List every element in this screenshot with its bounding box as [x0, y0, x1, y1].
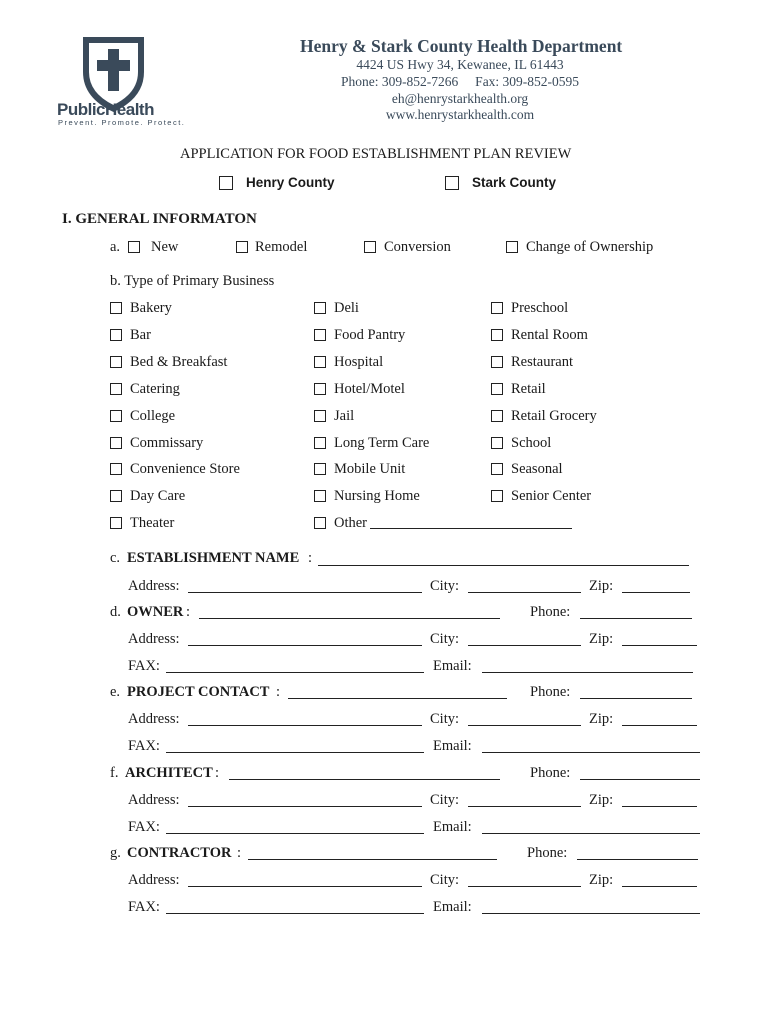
- bar-checkbox[interactable]: [110, 329, 122, 341]
- contractor-input[interactable]: [248, 859, 497, 860]
- project-contact-city-input[interactable]: [468, 725, 581, 726]
- address-label: Address:: [128, 792, 180, 808]
- other-input[interactable]: [370, 528, 572, 529]
- hotel-motel-label: Hotel/Motel: [334, 381, 405, 397]
- address-label: Address:: [128, 631, 180, 647]
- org-email: eh@henrystarkhealth.org: [391, 91, 529, 106]
- remodel-checkbox[interactable]: [236, 241, 248, 253]
- other-label: Other: [334, 515, 368, 531]
- hotel-motel-checkbox[interactable]: [314, 383, 326, 395]
- theater-label: Theater: [130, 515, 175, 531]
- zip-label: Zip:: [589, 578, 614, 594]
- preschool-checkbox[interactable]: [491, 302, 503, 314]
- stark-county-label: Stark County: [472, 175, 557, 190]
- conversion-label: Conversion: [384, 239, 451, 255]
- architect-zip-input[interactable]: [622, 806, 697, 807]
- colon: :: [215, 765, 220, 781]
- owner-email-input[interactable]: [482, 672, 693, 673]
- email-label: Email:: [433, 899, 472, 915]
- project-contact-fax-input[interactable]: [166, 752, 424, 753]
- org-name: Henry & Stark County Health Department: [300, 36, 623, 56]
- email-label: Email:: [433, 738, 472, 754]
- catering-checkbox[interactable]: [110, 383, 122, 395]
- senior-center-checkbox[interactable]: [491, 490, 503, 502]
- address-label: Address:: [128, 872, 180, 888]
- zip-label: Zip:: [589, 631, 614, 647]
- new-label: New: [151, 239, 179, 255]
- phone-label: Phone:: [527, 845, 568, 861]
- fax-label: FAX:: [128, 738, 160, 754]
- city-label: City:: [430, 631, 460, 647]
- architect-phone-input[interactable]: [580, 779, 700, 780]
- fax-label: FAX:: [128, 899, 160, 915]
- org-website: www.henrystarkhealth.com: [385, 107, 535, 122]
- rental-room-label: Rental Room: [511, 327, 588, 343]
- nursing-home-checkbox[interactable]: [314, 490, 326, 502]
- architect-label: ARCHITECT: [125, 765, 213, 781]
- contractor-address-input[interactable]: [188, 886, 422, 887]
- architect-input[interactable]: [229, 779, 500, 780]
- bakery-label: Bakery: [130, 300, 172, 316]
- henry-county-label: Henry County: [246, 175, 335, 190]
- colon: :: [237, 845, 242, 861]
- project-contact-zip-input[interactable]: [622, 725, 697, 726]
- establishment-name-label: ESTABLISHMENT NAME: [127, 550, 300, 566]
- contractor-email-input[interactable]: [482, 913, 700, 914]
- owner-fax-input[interactable]: [166, 672, 424, 673]
- owner-zip-input[interactable]: [622, 645, 697, 646]
- address-label: Address:: [128, 578, 180, 594]
- college-label: College: [130, 408, 176, 424]
- project-contact-label: PROJECT CONTACT: [127, 684, 270, 700]
- jail-checkbox[interactable]: [314, 410, 326, 422]
- hospital-checkbox[interactable]: [314, 356, 326, 368]
- retail-grocery-checkbox[interactable]: [491, 410, 503, 422]
- deli-label: Deli: [334, 300, 359, 316]
- mobile-unit-checkbox[interactable]: [314, 463, 326, 475]
- item-e-prefix: e.: [110, 684, 121, 700]
- day-care-checkbox[interactable]: [110, 490, 122, 502]
- colon: :: [186, 604, 191, 620]
- day-care-label: Day Care: [130, 488, 186, 504]
- catering-label: Catering: [130, 381, 180, 397]
- email-label: Email:: [433, 658, 472, 674]
- jail-label: Jail: [334, 408, 355, 424]
- contractor-phone-input[interactable]: [577, 859, 698, 860]
- senior-center-label: Senior Center: [511, 488, 592, 504]
- contractor-city-input[interactable]: [468, 886, 581, 887]
- zip-label: Zip:: [589, 792, 614, 808]
- commissary-label: Commissary: [130, 435, 204, 451]
- other-checkbox[interactable]: [314, 517, 326, 529]
- item-d-prefix: d.: [110, 604, 121, 620]
- deli-checkbox[interactable]: [314, 302, 326, 314]
- retail-checkbox[interactable]: [491, 383, 503, 395]
- conversion-checkbox[interactable]: [364, 241, 376, 253]
- contractor-fax-input[interactable]: [166, 913, 424, 914]
- restaurant-label: Restaurant: [511, 354, 574, 370]
- architect-address-input[interactable]: [188, 806, 422, 807]
- new-checkbox[interactable]: [128, 241, 140, 253]
- food-pantry-checkbox[interactable]: [314, 329, 326, 341]
- henry-county-checkbox[interactable]: [219, 176, 233, 190]
- remodel-label: Remodel: [255, 239, 308, 255]
- long-term-care-checkbox[interactable]: [314, 437, 326, 449]
- owner-address-input[interactable]: [188, 645, 422, 646]
- preschool-label: Preschool: [511, 300, 569, 316]
- commissary-checkbox[interactable]: [110, 437, 122, 449]
- architect-email-input[interactable]: [482, 833, 700, 834]
- address-label: Address:: [128, 711, 180, 727]
- mobile-unit-label: Mobile Unit: [334, 461, 406, 477]
- bed-breakfast-checkbox[interactable]: [110, 356, 122, 368]
- org-phone-fax: Phone: 309-852-7266 Fax: 309-852-0595: [340, 74, 580, 89]
- change-of-ownership-label: Change of Ownership: [526, 239, 654, 255]
- contractor-zip-input[interactable]: [622, 886, 697, 887]
- logo-tagline: Prevent. Promote. Protect.: [58, 118, 186, 127]
- college-checkbox[interactable]: [110, 410, 122, 422]
- school-checkbox[interactable]: [491, 437, 503, 449]
- owner-city-input[interactable]: [468, 645, 581, 646]
- logo-name: PublicHealth: [57, 100, 154, 119]
- fax-label: FAX:: [128, 658, 160, 674]
- colon: :: [276, 684, 281, 700]
- seasonal-checkbox[interactable]: [491, 463, 503, 475]
- form-title: APPLICATION FOR FOOD ESTABLISHMENT PLAN REVIEW: [180, 146, 572, 162]
- zip-label: Zip:: [589, 711, 614, 727]
- project-contact-email-input[interactable]: [482, 752, 700, 753]
- contractor-label: CONTRACTOR: [127, 845, 232, 861]
- bakery-checkbox[interactable]: [110, 302, 122, 314]
- owner-label: OWNER: [127, 604, 184, 620]
- convenience-store-checkbox[interactable]: [110, 463, 122, 475]
- item-g-prefix: g.: [110, 845, 121, 861]
- bar-label: Bar: [130, 327, 151, 343]
- architect-fax-input[interactable]: [166, 833, 424, 834]
- city-label: City:: [430, 711, 460, 727]
- rental-room-checkbox[interactable]: [491, 329, 503, 341]
- architect-city-input[interactable]: [468, 806, 581, 807]
- long-term-care-label: Long Term Care: [334, 435, 430, 451]
- project-contact-phone-input[interactable]: [580, 698, 692, 699]
- hospital-label: Hospital: [334, 354, 384, 370]
- establishment-city-input[interactable]: [468, 592, 581, 593]
- email-label: Email:: [433, 819, 472, 835]
- item-c-prefix: c.: [110, 550, 121, 566]
- restaurant-checkbox[interactable]: [491, 356, 503, 368]
- change-of-ownership-checkbox[interactable]: [506, 241, 518, 253]
- nursing-home-label: Nursing Home: [334, 488, 420, 504]
- establishment-address-input[interactable]: [188, 592, 422, 593]
- city-label: City:: [430, 578, 460, 594]
- fax-label: FAX:: [128, 819, 160, 835]
- phone-label: Phone:: [530, 604, 571, 620]
- seasonal-label: Seasonal: [511, 461, 563, 477]
- theater-checkbox[interactable]: [110, 517, 122, 529]
- project-contact-address-input[interactable]: [188, 725, 422, 726]
- owner-phone-input[interactable]: [580, 618, 692, 619]
- business-type-label: b. Type of Primary Business: [110, 273, 275, 289]
- owner-input[interactable]: [199, 618, 500, 619]
- item-a-prefix: a.: [110, 239, 121, 255]
- bed-breakfast-label: Bed & Breakfast: [130, 354, 228, 370]
- project-contact-input[interactable]: [288, 698, 507, 699]
- section-general-information: I. GENERAL INFORMATON: [62, 211, 257, 227]
- city-label: City:: [430, 792, 460, 808]
- item-f-prefix: f.: [110, 765, 119, 781]
- org-address: 4424 US Hwy 34, Kewanee, IL 61443: [356, 57, 564, 72]
- retail-grocery-label: Retail Grocery: [511, 408, 597, 424]
- school-label: School: [511, 435, 552, 451]
- retail-label: Retail: [511, 381, 546, 397]
- food-pantry-label: Food Pantry: [334, 327, 406, 343]
- establishment-name-input[interactable]: [318, 565, 689, 566]
- phone-label: Phone:: [530, 684, 571, 700]
- convenience-store-label: Convenience Store: [130, 461, 240, 477]
- stark-county-checkbox[interactable]: [445, 176, 459, 190]
- zip-label: Zip:: [589, 872, 614, 888]
- establishment-zip-input[interactable]: [622, 592, 690, 593]
- colon: :: [308, 550, 313, 566]
- phone-label: Phone:: [530, 765, 571, 781]
- city-label: City:: [430, 872, 460, 888]
